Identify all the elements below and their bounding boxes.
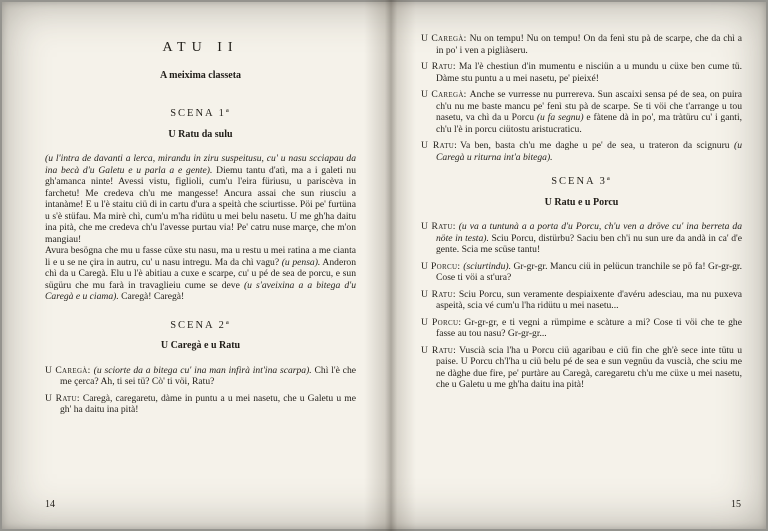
dialogue-text: Sciu Porcu, sun veramente despiaixente d'avéru adesciau, ma nu puxeva aspeità, scia vé cum'u l'ha ridütu u mei nasetu...	[436, 288, 743, 311]
dialogue-text: Ma l'è chestiun d'in mumentu e nisciün a u mundu u cüxe ben cume tü. Dàme stu puntu a u mei nasetu, pe' pieixé!	[436, 61, 742, 84]
monologue-text: Caregà! Caregà!	[118, 291, 185, 302]
dialogue-line	[421, 89, 742, 135]
scene-2-heading: SCENA 2ª	[170, 319, 231, 331]
scene-3-subheading: U Ratu e u Porcu	[544, 196, 619, 208]
page-right	[421, 33, 742, 396]
page-left	[45, 42, 356, 421]
page-number-right: 15	[731, 499, 741, 510]
speaker-label: U Caregà:	[421, 33, 467, 44]
speaker-label: U Porcu:	[421, 316, 462, 328]
monologue-text: Diemu tantu d'atì, ma a i galeti nu gh'amanca ninte! Avessi vistu, figlioli, cum'u l'eira füriusu, u pariscèva in farchetu! Me credeva ch'u me mangesse! Ancura assai che sun riusciu a intanàme! E u l'è staitu ciü di in cartu d'ura a speità che sciurtisse. Pöi pe' furtüna u s'è stüfau. Ma mirè chì, cum'u m'ha ridütu u mei belu nasetu. U me gh'ha daitu ina pità, che me credeva ch'u l'avesse purtau via! Pe' catru nuse marçe, che m'on mangiau!	[45, 164, 356, 245]
dialogue-text: Anche se vurresse nu purrereva. Sun ascaixi sensa pé de sea, on puira ch'u nu me baste mancu pe' fenì stu pà de scarpe. Se ti vöi che t'arrange u tou nasetu, va chì da u Porcu	[436, 89, 742, 123]
dialogue-line	[45, 365, 356, 388]
dialogue-line	[421, 289, 742, 312]
dialogue-line	[45, 393, 356, 416]
dialogue-line	[421, 317, 742, 340]
speaker-label: U Porcu:	[421, 260, 461, 272]
act-subtitle: A meixima classeta	[159, 69, 242, 81]
dialogue-text: Nu on tempu! Nu on tempu! On da fenì stu pà de scarpe, che da chì a in po' i ven a pigliàseru.	[436, 33, 742, 56]
dialogue-text: Gr-gr-gr. Mancu ciü in pelücun tranchile se pö fa! Gr-gr-gr. Cose ti vöi a st'ura?	[436, 260, 742, 283]
speaker-label: U Caregà:	[45, 364, 91, 376]
dialogue-line	[421, 261, 742, 284]
speaker-label: U Ratu:	[421, 221, 456, 232]
monologue-text: Anderon chì da u Caregà. Elu u l'è abitiau a cuxe e scarpe, cu' u pé de sea de porcu, e sun sügüru che mu farà in travaglieiu cume se deve	[45, 256, 356, 291]
speaker-label: U Ratu:	[421, 344, 457, 356]
dialogue-text: Va ben, basta ch'u me daghe u pe' de sea, u trateron da scignuru	[460, 140, 734, 151]
scene-1-heading: SCENA 1ª	[170, 108, 231, 119]
stage-direction: (u pensa).	[281, 256, 321, 268]
dialogue-line	[421, 221, 742, 256]
stage-direction: (u l'intra de davanti a lerca, mirandu in ziru suspeitusu, cu' u nasu scciapau da ina becà d'u Galetu e u parla a e gente).	[45, 153, 356, 176]
speaker-label: U Ratu:	[421, 288, 456, 300]
stage-direction: (u s'aveixina a a bitega d'u Caregà e u ciama).	[45, 279, 356, 302]
speaker-label: U Ratu:	[421, 140, 458, 151]
act-title: ATU II	[162, 40, 239, 55]
dialogue-text: e fàtene dà in po', ma tràtüru cu' i ganti, ch'u l'è in porcu ciütostu aristucraticu.	[436, 112, 743, 135]
stage-direction: (sciurtindu).	[463, 260, 511, 272]
stage-direction: (u Caregà u riturna int'a bitega).	[436, 140, 742, 163]
speaker-label: U Ratu:	[421, 61, 456, 72]
scene-2-subheading: U Caregà e u Ratu	[160, 340, 241, 351]
speaker-label: U Ratu:	[45, 392, 80, 404]
dialogue-text: Chì l'è che me çerca? Ah, ti sei tü? Cò' ti vöi, Ratu?	[60, 364, 356, 387]
monologue-text: Avura besögna che mu u fasse cüxe stu nasu, ma u restu u mei ratina a me cianta li e u se ne çira in autru, cu' u nasu intregu. Ma da chì vagu?	[45, 245, 356, 268]
stage-direction: (u fa segnu)	[536, 112, 584, 123]
scene-1-paragraph-2	[45, 245, 356, 303]
stage-direction: (u va a tuntunà a a porta d'u Porcu, ch'u ven a dröve cu' ina berreta da nöte in testa).	[436, 221, 742, 244]
dialogue-line	[421, 33, 742, 56]
speaker-label: U Caregà:	[421, 89, 467, 100]
dialogue-line	[421, 140, 742, 163]
dialogue-line	[421, 61, 742, 84]
stage-direction: (u sciorte da a bitega cu' ina man infirà int'ina scarpa).	[93, 364, 312, 376]
dialogue-text: Sciu Porcu, distürbu? Saciu ben ch'i nu sun ure da andà in ca' d'e gente. Scia me scüse tantu!	[436, 232, 742, 255]
scene-1-paragraph-1	[45, 153, 356, 245]
scene-3-heading: SCENA 3ª	[551, 176, 612, 187]
dialogue-line	[421, 345, 742, 391]
dialogue-text: Vuscià scia l'ha u Porcu ciü agaribau e ciü fin che gh'è sece inte tütu u paise. U Porcu ch'l'ha u ciü belu pé de sea e sun vegnüu da vuscià, che sciu me ne dàghe due fire, pe' purtàre au Caregà, caregaretu ch'u me cüxe u mei nasetu, che u Galetu u me gh'ha daitu ina pità!	[436, 344, 742, 390]
page-number-left: 14	[45, 499, 55, 510]
dialogue-text: Caregà, caregaretu, dàme in puntu a u mei nasetu, che u Galetu u me gh' ha daitu ina pità!	[60, 392, 356, 415]
scene-1-subheading: U Ratu da sulu	[168, 128, 233, 140]
dialogue-text: Gr-gr-gr, e ti vegni a rümpime e scàture a mi? Cose ti vöi che te ghe fasse au tou nasu? Gr-gr-gr...	[436, 316, 742, 339]
